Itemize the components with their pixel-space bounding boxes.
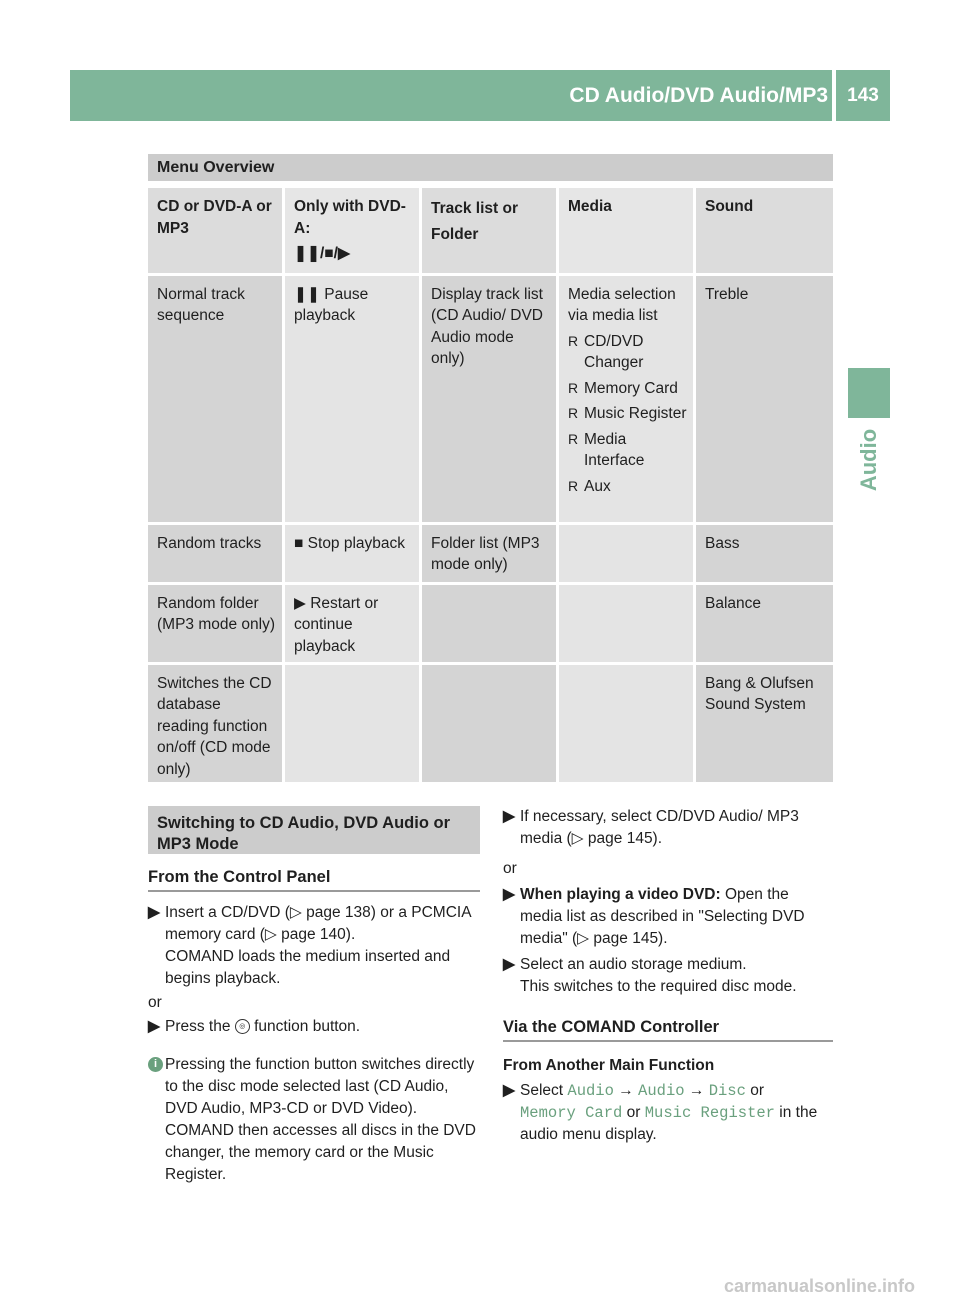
media-list [568,331,687,498]
table-cell: Display track list (CD Audio/ DVD Audio mode only) [422,276,559,522]
right-column-text [503,806,833,998]
table-cell: ❚❚ Pause playback [285,276,422,522]
step-note: This switches to the required disc mode. [520,978,797,995]
step-bold-text: When playing a video DVD: [520,886,721,903]
list-item: R Music Register [568,403,687,425]
step-arrow-icon: ▶ [503,808,515,825]
info-icon: i [148,1057,163,1072]
step-text: Insert a CD/DVD (▷ page 138) or a PCMCIA memory card (▷ page 140). [165,904,471,943]
menu-overview-table [148,188,833,782]
playback-symbols: ❚❚/■/▶ [294,245,350,262]
table-cell [285,665,422,782]
divider [148,890,480,892]
step-text: Select an audio storage medium. [520,956,747,973]
table-cell [559,525,696,582]
table-cell [559,665,696,782]
step-press [148,1016,482,1038]
arrow-icon: → [688,1082,705,1099]
table-cell: Folder list (MP3 mode only) [422,525,559,582]
or-text: or [750,1082,765,1099]
header-cell: Sound [696,188,833,273]
table-row [148,665,833,782]
header-text: Only with DVD-A: [294,198,406,237]
step-arrow-icon: ▶ [148,1018,160,1035]
table-row [148,525,833,585]
arrow-icon: → [618,1082,634,1099]
menu-item-disc: Disc [708,1082,746,1100]
side-tab-label: Audio [856,428,881,492]
subheading-main-function: From Another Main Function [503,1057,715,1074]
table-cell: Treble [696,276,833,522]
menu-item-audio-sub: Audio [638,1082,685,1100]
subheading-control-panel: From the Control Panel [148,868,331,886]
table-cell: ■ Stop playback [285,525,422,582]
table-cell [422,665,559,782]
step-arrow-icon: ▶ [148,904,160,921]
table-cell: ▶ Restart or continue playback [285,585,422,662]
side-tab-block [848,368,890,418]
table-header-row [148,188,833,276]
divider [503,1040,833,1042]
table-cell: Bass [696,525,833,582]
or-text: or [626,1104,641,1121]
list-item: R Media Interface [568,429,687,472]
table-cell: Random tracks [148,525,285,582]
watermark: carmanualsonline.info [723,1276,915,1296]
step-text: If necessary, select CD/DVD Audio/ MP3 media (▷ page 145). [520,808,799,847]
header-cell [285,188,422,273]
step-select-menu [503,1080,833,1146]
step-text: Open the media list as described in "Selecting DVD media" (▷ page 145). [520,886,805,947]
table-cell: Random folder (MP3 mode only) [148,585,285,662]
step-select-audio [503,1080,833,1146]
menu-item-music-register: Music Register [644,1104,775,1122]
step-text: in the audio menu display. [520,1104,818,1143]
page-section-title: CD Audio/DVD Audio/MP3 [569,84,828,107]
header-cell: Track list or Folder [422,188,559,273]
table-row [148,276,833,525]
left-column-text [148,902,482,1186]
table-cell: Bang & Olufsen Sound System [696,665,833,782]
step-storage [503,954,833,998]
list-item: R CD/DVD Changer [568,331,687,374]
info-note [148,1054,482,1186]
list-item: R Aux [568,476,687,498]
step-text: function button. [254,1018,361,1035]
step-note: COMAND loads the medium inserted and begins playback. [165,948,451,987]
step-text: Select [520,1082,564,1099]
table-title: Menu Overview [148,154,833,181]
or-text: or [503,860,517,877]
table-cell: Switches the CD database reading function on/off (CD mode only) [148,665,285,782]
info-text: Pressing the function button switches directly to the disc mode selected last (CD Audio, DVD Audio, MP3-CD or DVD Video). COMAND then accesses all discs in the DVD changer, the memory card or the Music Register. [165,1056,476,1183]
table-cell: Balance [696,585,833,662]
step-arrow-icon: ▶ [503,1082,515,1099]
table-cell [559,276,696,522]
section-heading: Switching to CD Audio, DVD Audio or MP3 Mode [148,806,480,854]
table-cell: Normal track sequence [148,276,285,522]
step-video-dvd [503,884,833,950]
header-cell: CD or DVD-A or MP3 [148,188,285,273]
disc-icon: ◎ [235,1019,250,1034]
header-cell: Media [559,188,696,273]
table-row [148,585,833,665]
list-item: R Memory Card [568,378,687,400]
or-text: or [148,994,162,1011]
step-select-media [503,806,833,850]
step-arrow-icon: ▶ [503,886,515,903]
menu-item-audio: Audio [567,1082,614,1100]
table-cell [422,585,559,662]
page-number: 143 [847,85,879,106]
menu-item-memory-card: Memory Card [520,1104,623,1122]
table-cell [559,585,696,662]
media-selection-text: Media selection via media list [568,285,676,324]
step-insert [148,902,482,990]
subheading-controller: Via the COMAND Controller [503,1018,720,1036]
step-arrow-icon: ▶ [503,956,515,973]
step-text: Press the [165,1018,231,1035]
